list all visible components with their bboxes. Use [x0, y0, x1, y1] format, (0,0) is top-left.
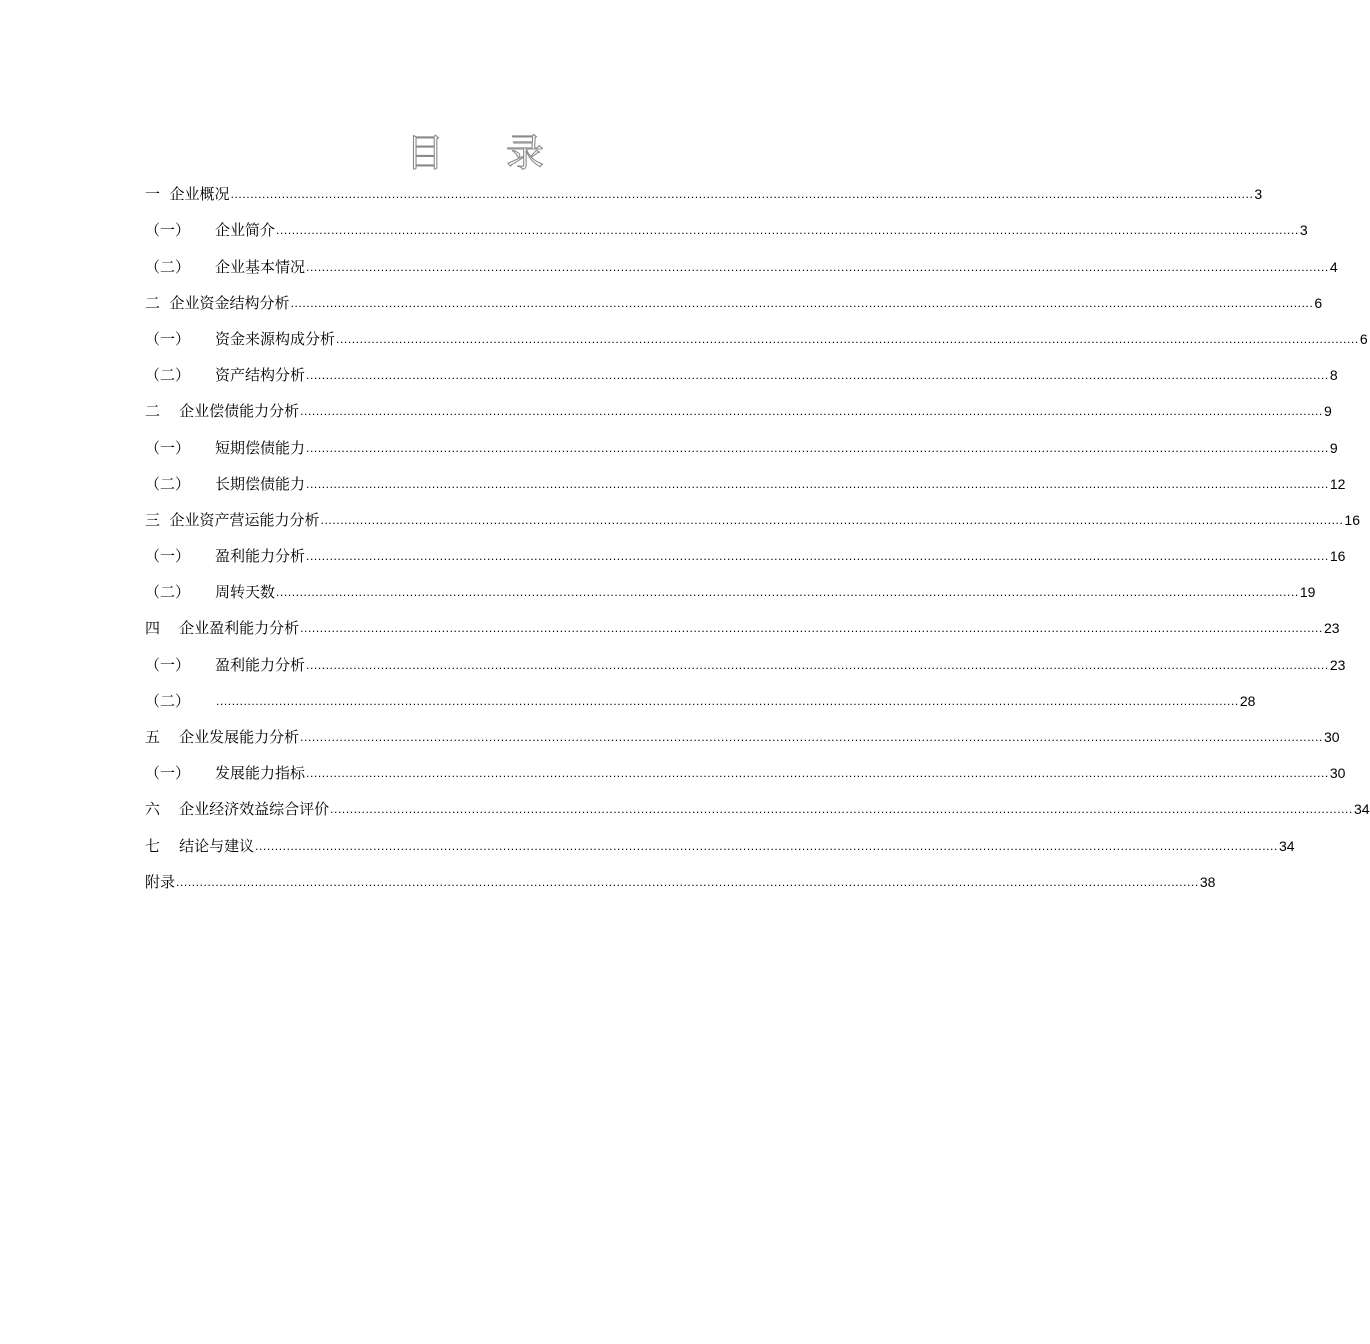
toc-entry-label: 企业基本情况	[215, 257, 306, 276]
toc-entry[interactable]	[145, 566, 1316, 602]
toc-dot-leader: ....................................................................................................................................................................................................................................................................	[276, 223, 1299, 238]
toc-entry[interactable]	[145, 602, 1340, 638]
toc-entry-number: 二	[145, 293, 170, 312]
toc-dot-leader: ....................................................................................................................................................................................................................................................................	[290, 295, 1314, 310]
toc-entry[interactable]	[145, 747, 1346, 783]
toc-entry-number: 六	[145, 800, 180, 819]
toc-entry-page-number: 12	[1329, 475, 1346, 492]
toc-dot-leader: ....................................................................................................................................................................................................................................................................	[306, 657, 1329, 672]
toc-entry-page-number: 3	[1299, 222, 1308, 239]
toc-entry-number: （二）	[145, 691, 191, 710]
toc-entry[interactable]	[145, 385, 1332, 421]
toc-dot-leader: ....................................................................................................................................................................................................................................................................	[306, 440, 1329, 455]
toc-entry-number: 一	[145, 185, 170, 204]
toc-entry-page-number: 6	[1359, 330, 1368, 347]
toc-entry-page-number: 34	[1353, 801, 1370, 818]
toc-entry-label: 企业偿债能力分析	[179, 402, 300, 421]
toc-entry-page-number: 9	[1323, 403, 1332, 420]
toc-entry-page-number: 3	[1254, 186, 1263, 203]
toc-entry-number: 五	[145, 728, 180, 746]
toc-entry[interactable]	[145, 819, 1295, 855]
toc-dot-leader: ....................................................................................................................................................................................................................................................................	[230, 187, 1254, 202]
toc-entry-page-number: 8	[1329, 367, 1338, 384]
toc-entry-label: 企业发展能力分析	[179, 728, 300, 746]
toc-entry[interactable]	[145, 277, 1323, 313]
toc-dot-leader: ....................................................................................................................................................................................................................................................................	[306, 766, 1329, 781]
toc-entry-number: （一）	[145, 655, 191, 674]
toc-entry[interactable]	[145, 349, 1338, 385]
toc-entry-label: 结论与建议	[179, 836, 255, 855]
toc-entry-page-number: 23	[1323, 620, 1340, 637]
toc-dot-leader: ....................................................................................................................................................................................................................................................................	[306, 549, 1329, 564]
toc-dot-leader: ....................................................................................................................................................................................................................................................................	[336, 331, 1359, 346]
toc-entry-label: 资产结构分析	[215, 366, 306, 385]
toc-dot-leader: ....................................................................................................................................................................................................................................................................	[216, 693, 1239, 708]
toc-entry-number: （二）	[145, 474, 191, 493]
toc-entry[interactable]	[145, 313, 1368, 349]
toc-dot-leader: ....................................................................................................................................................................................................................................................................	[300, 621, 1323, 636]
toc-entry-page-number: 23	[1329, 656, 1346, 673]
toc-dot-leader: ....................................................................................................................................................................................................................................................................	[176, 874, 1199, 889]
toc-entry[interactable]	[145, 783, 1370, 819]
toc-dot-leader: ....................................................................................................................................................................................................................................................................	[306, 476, 1329, 491]
toc-entry-label: 企业经济效益综合评价	[179, 800, 330, 819]
toc-entry-number: （一）	[145, 547, 191, 566]
toc-entry-label: 短期偿债能力	[215, 438, 306, 457]
toc-entry-number: （二）	[145, 257, 191, 276]
toc-entry[interactable]	[145, 494, 1360, 530]
toc-entry-label: 资金来源构成分析	[215, 329, 336, 348]
toc-entry[interactable]	[145, 638, 1346, 674]
toc-entry[interactable]	[145, 204, 1308, 240]
toc-entry-label: 企业简介	[215, 221, 276, 240]
toc-entry-page-number: 4	[1329, 258, 1338, 275]
toc-entry[interactable]	[145, 675, 1256, 711]
toc-entry-label: 企业资金结构分析	[169, 293, 290, 312]
toc-entry-page-number: 30	[1329, 765, 1346, 782]
toc-dot-leader: ....................................................................................................................................................................................................................................................................	[300, 404, 1323, 419]
toc-entry-label: 附录	[145, 872, 176, 891]
toc-dot-leader: ....................................................................................................................................................................................................................................................................	[320, 512, 1344, 527]
toc-entry-page-number: 9	[1329, 439, 1338, 456]
toc-dot-leader: ....................................................................................................................................................................................................................................................................	[255, 838, 1278, 853]
toc-dot-leader: ....................................................................................................................................................................................................................................................................	[306, 368, 1329, 383]
toc-entry-page-number: 34	[1278, 837, 1295, 854]
toc-dot-leader: ....................................................................................................................................................................................................................................................................	[276, 585, 1299, 600]
toc-entry-label: 周转天数	[215, 583, 276, 602]
toc-entry-label: 企业概况	[169, 185, 230, 204]
toc-entry-label: 盈利能力分析	[215, 547, 306, 566]
toc-dot-leader: ....................................................................................................................................................................................................................................................................	[300, 730, 1323, 744]
toc-entry-number: 三	[145, 510, 170, 529]
toc-entry[interactable]	[145, 856, 1216, 892]
toc-entry-page-number: 19	[1299, 584, 1316, 601]
toc-entry-number: 七	[145, 836, 180, 855]
toc-entry[interactable]	[145, 458, 1346, 494]
toc-entry-number: 二	[145, 402, 180, 421]
toc-entry-number: （一）	[145, 221, 191, 240]
toc-dot-leader: ....................................................................................................................................................................................................................................................................	[330, 802, 1353, 817]
toc-entry-label: 企业资产营运能力分析	[169, 510, 320, 529]
toc-entry-page-number: 30	[1323, 729, 1340, 745]
toc-entry[interactable]	[145, 421, 1338, 457]
table-of-contents	[145, 168, 1370, 892]
toc-dot-leader: ....................................................................................................................................................................................................................................................................	[306, 259, 1329, 274]
toc-entry[interactable]	[145, 530, 1346, 566]
toc-title-char-1: 目	[405, 131, 444, 175]
toc-entry-label: 发展能力指标	[215, 764, 306, 783]
toc-title-char-2: 录	[506, 131, 545, 175]
toc-entry-number: （一）	[145, 329, 191, 348]
toc-entry-number: （一）	[145, 438, 191, 457]
toc-entry-page-number: 28	[1239, 692, 1256, 709]
toc-entry-label: 长期偿债能力	[215, 474, 306, 493]
toc-entry[interactable]	[145, 168, 1263, 204]
toc-entry-label: 企业盈利能力分析	[179, 619, 300, 638]
toc-entry[interactable]	[145, 711, 1340, 747]
toc-entry-page-number: 38	[1199, 873, 1216, 890]
toc-entry-number: （二）	[145, 583, 191, 602]
toc-entry-page-number: 6	[1314, 294, 1323, 311]
toc-entry-label: 盈利能力分析	[215, 655, 306, 674]
toc-entry-page-number: 16	[1329, 548, 1346, 565]
toc-entry-number: 四	[145, 619, 180, 638]
toc-entry-page-number: 16	[1344, 511, 1360, 528]
toc-entry[interactable]	[145, 240, 1338, 276]
toc-entry-number: （一）	[145, 764, 191, 783]
toc-entry-number: （二）	[145, 366, 191, 385]
